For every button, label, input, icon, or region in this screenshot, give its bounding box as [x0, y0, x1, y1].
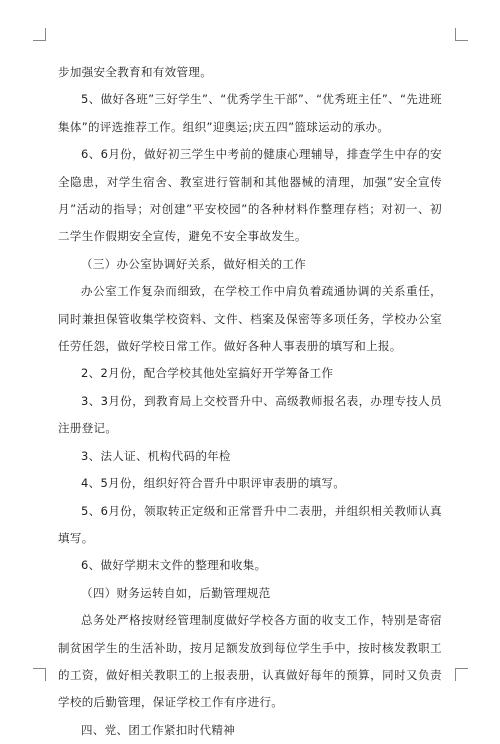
- paragraph-item-annual-inspection: 3、法人证、机构代码的年检: [81, 448, 231, 463]
- paragraph-office-work: 办公室工作复杂而细致，在学校工作中肩负着疏通协调的关系重任，同时兼担保管收集学校资料、文件、档案及保密等多项任务，学校办公室任劳任怨，做好学校日常工作。做好各种人事表册的填写和上报。: [58, 284, 442, 354]
- section-heading-finance: （四）财务运转自如，后勤管理规范: [81, 585, 271, 600]
- paragraph-item-june-forms: 5、6月份，领取转正定级和正常晋升中二表册，并组织相关教师认真填写。: [58, 503, 442, 545]
- paragraph-item-5-awards: 5、做好各班”三好学生”、“优秀学生干部”、“优秀班主任”、“先进班集体”的评选推荐工作。组织”迎奥运;庆五四”篮球运动的承办。: [58, 92, 442, 134]
- paragraph-continuation: 步加强安全教育和有效管理。: [58, 65, 213, 79]
- crop-mark-top-right: [455, 28, 468, 41]
- crop-mark-bottom-right: [455, 668, 468, 681]
- paragraph-item-may: 4、5月份，组织好符合晋升中职评审表册的填写。: [81, 476, 346, 491]
- crop-mark-top-left: [33, 28, 46, 41]
- section-heading-party-league: 四、党、团工作紧扣时代精神: [81, 722, 236, 737]
- paragraph-item-march: 3、3月份，到教育局上交校晋升中、高级教师报名表，办理专技人员注册登记。: [58, 393, 442, 436]
- paragraph-item-semester-end: 6、做好学期末文件的整理和收集。: [81, 558, 267, 573]
- paragraph-item-6-june-safety: 6、6月份，做好初三学生中考前的健康心理辅导，排查学生中存的安全隐患，对学生宿舍、教室进行管制和其他器械的清理，加强”安全宣传月”活动的指导；对创建”平安校园”的各种材料作整理存档；对初一、初二学生作假期安全宣传，避免不安全事故发生。: [58, 147, 442, 244]
- paragraph-item-february: 2、2月份，配合学校其他处室搞好开学筹备工作: [81, 366, 334, 381]
- paragraph-finance-work: 总务处严格按财经管理制度做好学校各方面的收支工作，特别是寄宿制贫困学生的生活补助，按月足额发放到每位学生手中，按时核发教职工的工资，做好相关教职工的上报表册，认真做好每年的预算，同时又负责学校的后勤管理，保证学校工作有序进行。: [58, 613, 442, 710]
- crop-mark-bottom-left: [33, 668, 46, 681]
- document-page: [58, 59, 442, 744]
- section-heading-office: （三）办公室协调好关系，做好相关的工作: [81, 256, 307, 271]
